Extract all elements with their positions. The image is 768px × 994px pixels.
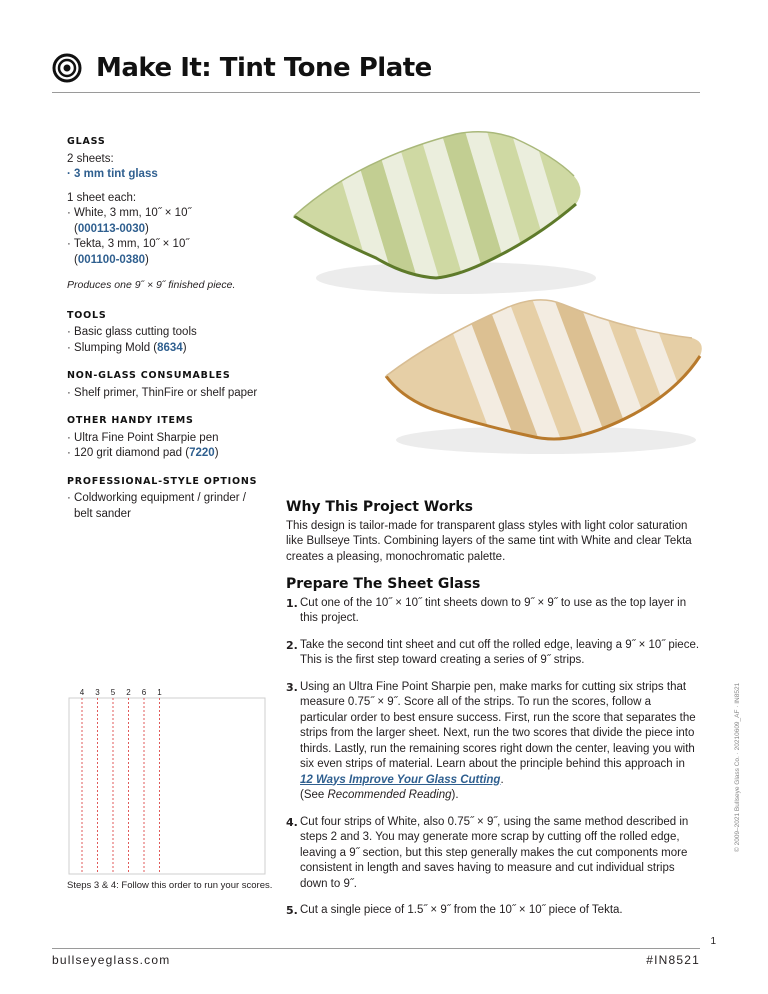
step-text: Cut a single piece of 1.5˝ × 9˝ from the 10˝ × 10˝ piece of Tekta. xyxy=(300,904,623,916)
pro-options-heading: PROFESSIONAL-STYLE OPTIONS xyxy=(67,475,258,487)
score-label: 4 xyxy=(79,688,85,697)
handy-items-section xyxy=(67,413,277,462)
header xyxy=(52,44,700,92)
score-label: 5 xyxy=(110,688,116,697)
tekta-line: · Tekta, 3 mm, 10˝ × 10˝ xyxy=(67,238,190,250)
tekta-code-line: (001100-0380) xyxy=(74,253,149,266)
sheets-line: 2 sheets: xyxy=(67,152,114,165)
footer-document-code: #IN8521 xyxy=(646,953,700,967)
step-text: Take the second tint sheet and cut off the rolled edge, leaving a 9˝ × 10˝ piece. This is the first step toward creating a series of 9˝ strips. xyxy=(300,638,700,666)
glass-section xyxy=(67,134,277,294)
glass-cutting-article-link[interactable]: 12 Ways Improve Your Glass Cutting xyxy=(300,773,501,786)
copyright-note: © 2009–2021 Bullseye Glass Co. · 20210609_AF · IN8521 xyxy=(734,682,741,852)
plates-photo xyxy=(286,128,716,488)
prepare-heading: Prepare The Sheet Glass xyxy=(286,576,481,592)
why-text: This design is tailor-made for transparent glass styles with light color saturation like Bullseye Tints. Combining layers of the same tint with White and clear Tekta creates a pleasing, monochromatic palette. xyxy=(286,519,692,563)
tint-glass-link[interactable]: · 3 mm tint glass xyxy=(67,168,158,180)
pro-options-section xyxy=(67,474,277,523)
step-number: 1. xyxy=(286,596,298,610)
step-text: Using an Ultra Fine Point Sharpie pen, make marks for cutting six strips that measure 0.75˝ × 9˝. Score all of the strips. To run the scores, follow a particular order to best ensure success. First, run the score that separates the strips from the larger sheet. Next, run the two scores that divide the piece into thirds. Lastly, run the remaining scores right down the center, leaving you with six even strips of material. Learn about the principle behind this approach in 12 Ways Improve Your Glass Cutting. (See Recommended Reading). xyxy=(300,680,696,801)
footer-divider xyxy=(52,948,700,949)
tekta-code-link[interactable]: 001100-0380 xyxy=(77,253,145,266)
materials-sidebar xyxy=(67,134,277,534)
diamond-pad-link[interactable]: 7220 xyxy=(189,447,215,459)
step-5 xyxy=(286,903,700,919)
tools-item: · Basic glass cutting tools xyxy=(67,326,197,338)
sheet-outline xyxy=(69,698,265,874)
step-number: 3. xyxy=(286,680,298,694)
step-1 xyxy=(286,596,700,627)
step-number: 5. xyxy=(286,904,298,917)
produces-note: Produces one 9˝ × 9˝ finished piece. xyxy=(67,279,236,291)
score-label: 3 xyxy=(95,688,100,697)
score-lines xyxy=(82,698,160,874)
score-label: 1 xyxy=(157,688,162,697)
diagram-caption: Steps 3 & 4: Follow this order to run your scores. xyxy=(67,880,273,891)
pro-item: · Coldworking equipment / grinder / xyxy=(67,492,246,504)
recommended-reading: Recommended Reading xyxy=(327,789,452,801)
white-code-link[interactable]: 000113-0030 xyxy=(77,222,145,235)
consumables-heading: NON-GLASS CONSUMABLES xyxy=(67,370,231,381)
why-heading: Why This Project Works xyxy=(286,499,473,515)
step-3 xyxy=(286,680,700,804)
tools-section xyxy=(67,308,277,357)
step-text: Cut four strips of White, also 0.75˝ × 9˝, using the same method described in steps 2 and 3. You may generate more scrap by cutting off the rolled edge, leaving a 9˝ section, but this step generally makes the cut components more consistent in length and saves having to measure and cut individual strips down to 9˝. xyxy=(300,815,689,890)
step-2 xyxy=(286,638,700,669)
pro-item: belt sander xyxy=(74,507,131,520)
score-label: 2 xyxy=(126,688,131,697)
score-labels xyxy=(80,688,163,697)
handy-item: · Ultra Fine Point Sharpie pen xyxy=(67,431,219,444)
header-divider xyxy=(52,92,700,93)
slumping-mold-link[interactable]: 8634 xyxy=(157,341,183,354)
step-text: Cut one of the 10˝ × 10˝ tint sheets down to 9˝ × 9˝ to use as the top layer in this project. xyxy=(300,596,687,624)
footer-website-link[interactable]: bullseyeglass.com xyxy=(52,953,171,967)
step-number: 2. xyxy=(286,638,298,652)
glass-heading: GLASS xyxy=(67,136,106,147)
each-line: 1 sheet each: xyxy=(67,191,137,204)
consumables-item: · Shelf primer, ThinFire or shelf paper xyxy=(67,386,258,399)
handy-item: · 120 grit diamond pad (7220) xyxy=(67,447,219,459)
tools-heading: TOOLS xyxy=(67,309,107,321)
page-number: 1 xyxy=(710,936,716,947)
consumables-section xyxy=(67,368,277,401)
score-label: 6 xyxy=(141,688,147,697)
main-content xyxy=(286,500,700,930)
score-order-diagram xyxy=(67,686,267,876)
white-code-line: (000113-0030) xyxy=(74,222,149,235)
tools-item: · Slumping Mold (8634) xyxy=(67,341,187,354)
white-line: · White, 3 mm, 10˝ × 10˝ xyxy=(67,207,192,219)
step-number: 4. xyxy=(286,815,298,829)
step-4 xyxy=(286,815,700,893)
target-circle-icon xyxy=(52,53,82,83)
page-title: Make It: Tint Tone Plate xyxy=(96,53,432,83)
handy-items-heading: OTHER HANDY ITEMS xyxy=(67,415,194,426)
